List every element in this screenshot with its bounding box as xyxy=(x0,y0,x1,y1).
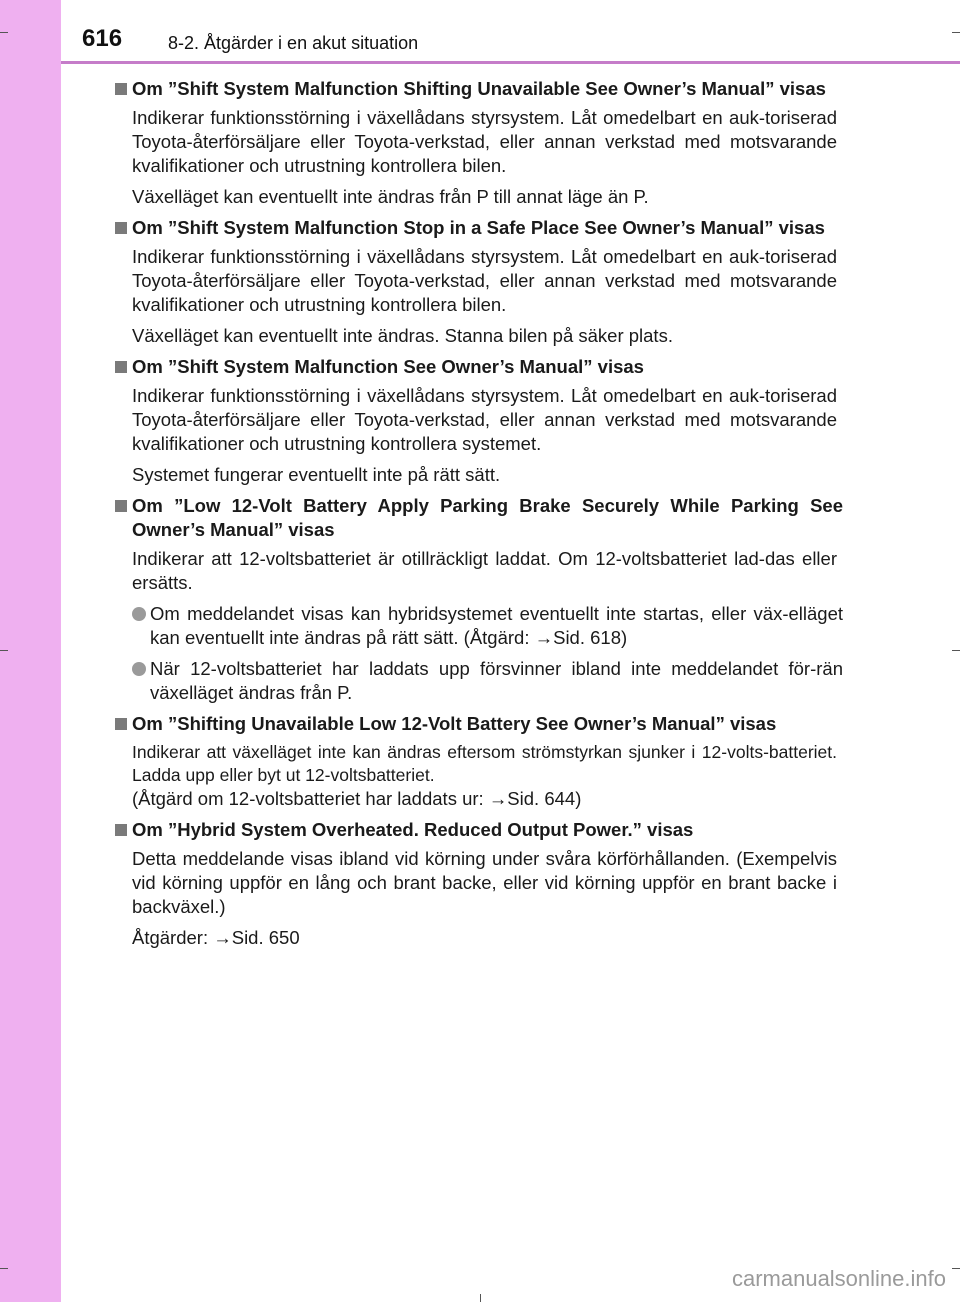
entry-heading: Om ”Low 12-Volt Battery Apply Parking Brake Securely While Parking See Owner’s Manual” visas xyxy=(112,494,843,542)
entry-paragraph: Indikerar att växelläget inte kan ändras eftersom strömstyrkan sjunker i 12-volts-batteriet. Ladda upp eller byt ut 12-voltsbatteriet. xyxy=(132,742,837,785)
crop-mark xyxy=(0,32,8,33)
crop-mark xyxy=(480,1294,481,1302)
square-bullet-icon xyxy=(115,83,127,95)
message-entry xyxy=(112,818,843,950)
entry-heading: Om ”Shift System Malfunction Shifting Unavailable See Owner’s Manual” visas xyxy=(112,77,843,101)
entry-paragraph: (Åtgärd om 12-voltsbatteriet har laddats ur: →Sid. 644) xyxy=(132,788,582,809)
square-bullet-icon xyxy=(115,500,127,512)
crop-mark xyxy=(952,650,960,651)
square-bullet-icon xyxy=(115,718,127,730)
entry-heading: Om ”Shifting Unavailable Low 12-Volt Battery See Owner’s Manual” visas xyxy=(112,712,843,736)
message-entry xyxy=(112,355,843,487)
entry-paragraph: Detta meddelande visas ibland vid körning under svåra körförhållanden. (Exempelvis vid körning uppför en lång och brant backe, eller vid körning uppför en brant backe i backväxel.) xyxy=(132,848,837,917)
message-entry xyxy=(112,712,843,811)
entry-paragraph: Indikerar funktionsstörning i växellådans styrsystem. Låt omedelbart en auk-toriserad Toyota-återförsäljare eller Toyota-verkstad, eller annan verkstad med motsvarande kvalifikationer och utrustning kontrollera bilen. xyxy=(132,107,837,176)
side-color-strip xyxy=(0,0,61,1302)
square-bullet-icon xyxy=(115,361,127,373)
crop-mark xyxy=(952,32,960,33)
message-entry xyxy=(112,494,843,705)
entry-heading: Om ”Hybrid System Overheated. Reduced Output Power.” visas xyxy=(112,818,843,842)
square-bullet-icon xyxy=(115,222,127,234)
section-title: 8-2. Åtgärder i en akut situation xyxy=(168,33,419,53)
message-entry xyxy=(112,216,843,348)
watermark: carmanualsonline.info xyxy=(731,1266,946,1291)
entry-paragraph: Växelläget kan eventuellt inte ändras från P till annat läge än P. xyxy=(132,186,649,207)
message-entry xyxy=(112,77,843,209)
crop-mark xyxy=(952,1268,960,1269)
entry-paragraph: Indikerar funktionsstörning i växellådans styrsystem. Låt omedelbart en auk-toriserad Toyota-återförsäljare eller Toyota-verkstad, eller annan verkstad med motsvarande kvalifikationer och utrustning kontrollera bilen. xyxy=(132,246,837,315)
crop-mark xyxy=(0,650,8,651)
main-content xyxy=(112,77,843,957)
entry-paragraph: Växelläget kan eventuellt inte ändras. Stanna bilen på säker plats. xyxy=(132,325,673,346)
bullet-item: Om meddelandet visas kan hybridsystemet eventuellt inte startas, eller väx-elläget kan eventuellt inte ändras på rätt sätt. (Åtgärd: →Sid. 618) xyxy=(132,602,843,650)
page-number: 616 xyxy=(82,25,123,52)
round-bullet-icon xyxy=(132,607,146,621)
entry-paragraph: Åtgärder: →Sid. 650 xyxy=(132,927,300,948)
round-bullet-icon xyxy=(132,662,146,676)
entry-paragraph: Indikerar att 12-voltsbatteriet är otillräckligt laddat. Om 12-voltsbatteriet lad-das eller ersätts. xyxy=(132,548,837,593)
bullet-item: När 12-voltsbatteriet har laddats upp försvinner ibland inte meddelandet för-rän växelläget ändras från P. xyxy=(132,657,843,705)
entry-paragraph: Indikerar funktionsstörning i växellådans styrsystem. Låt omedelbart en auk-toriserad Toyota-återförsäljare eller Toyota-verkstad, eller annan verkstad med motsvarande kvalifikationer och utrustning kontrollera systemet. xyxy=(132,385,837,454)
square-bullet-icon xyxy=(115,824,127,836)
header-band xyxy=(61,0,960,64)
entry-paragraph: Systemet fungerar eventuellt inte på rätt sätt. xyxy=(132,464,501,485)
crop-mark xyxy=(0,1268,8,1269)
entry-heading: Om ”Shift System Malfunction See Owner’s Manual” visas xyxy=(112,355,843,379)
entry-heading: Om ”Shift System Malfunction Stop in a Safe Place See Owner’s Manual” visas xyxy=(112,216,843,240)
